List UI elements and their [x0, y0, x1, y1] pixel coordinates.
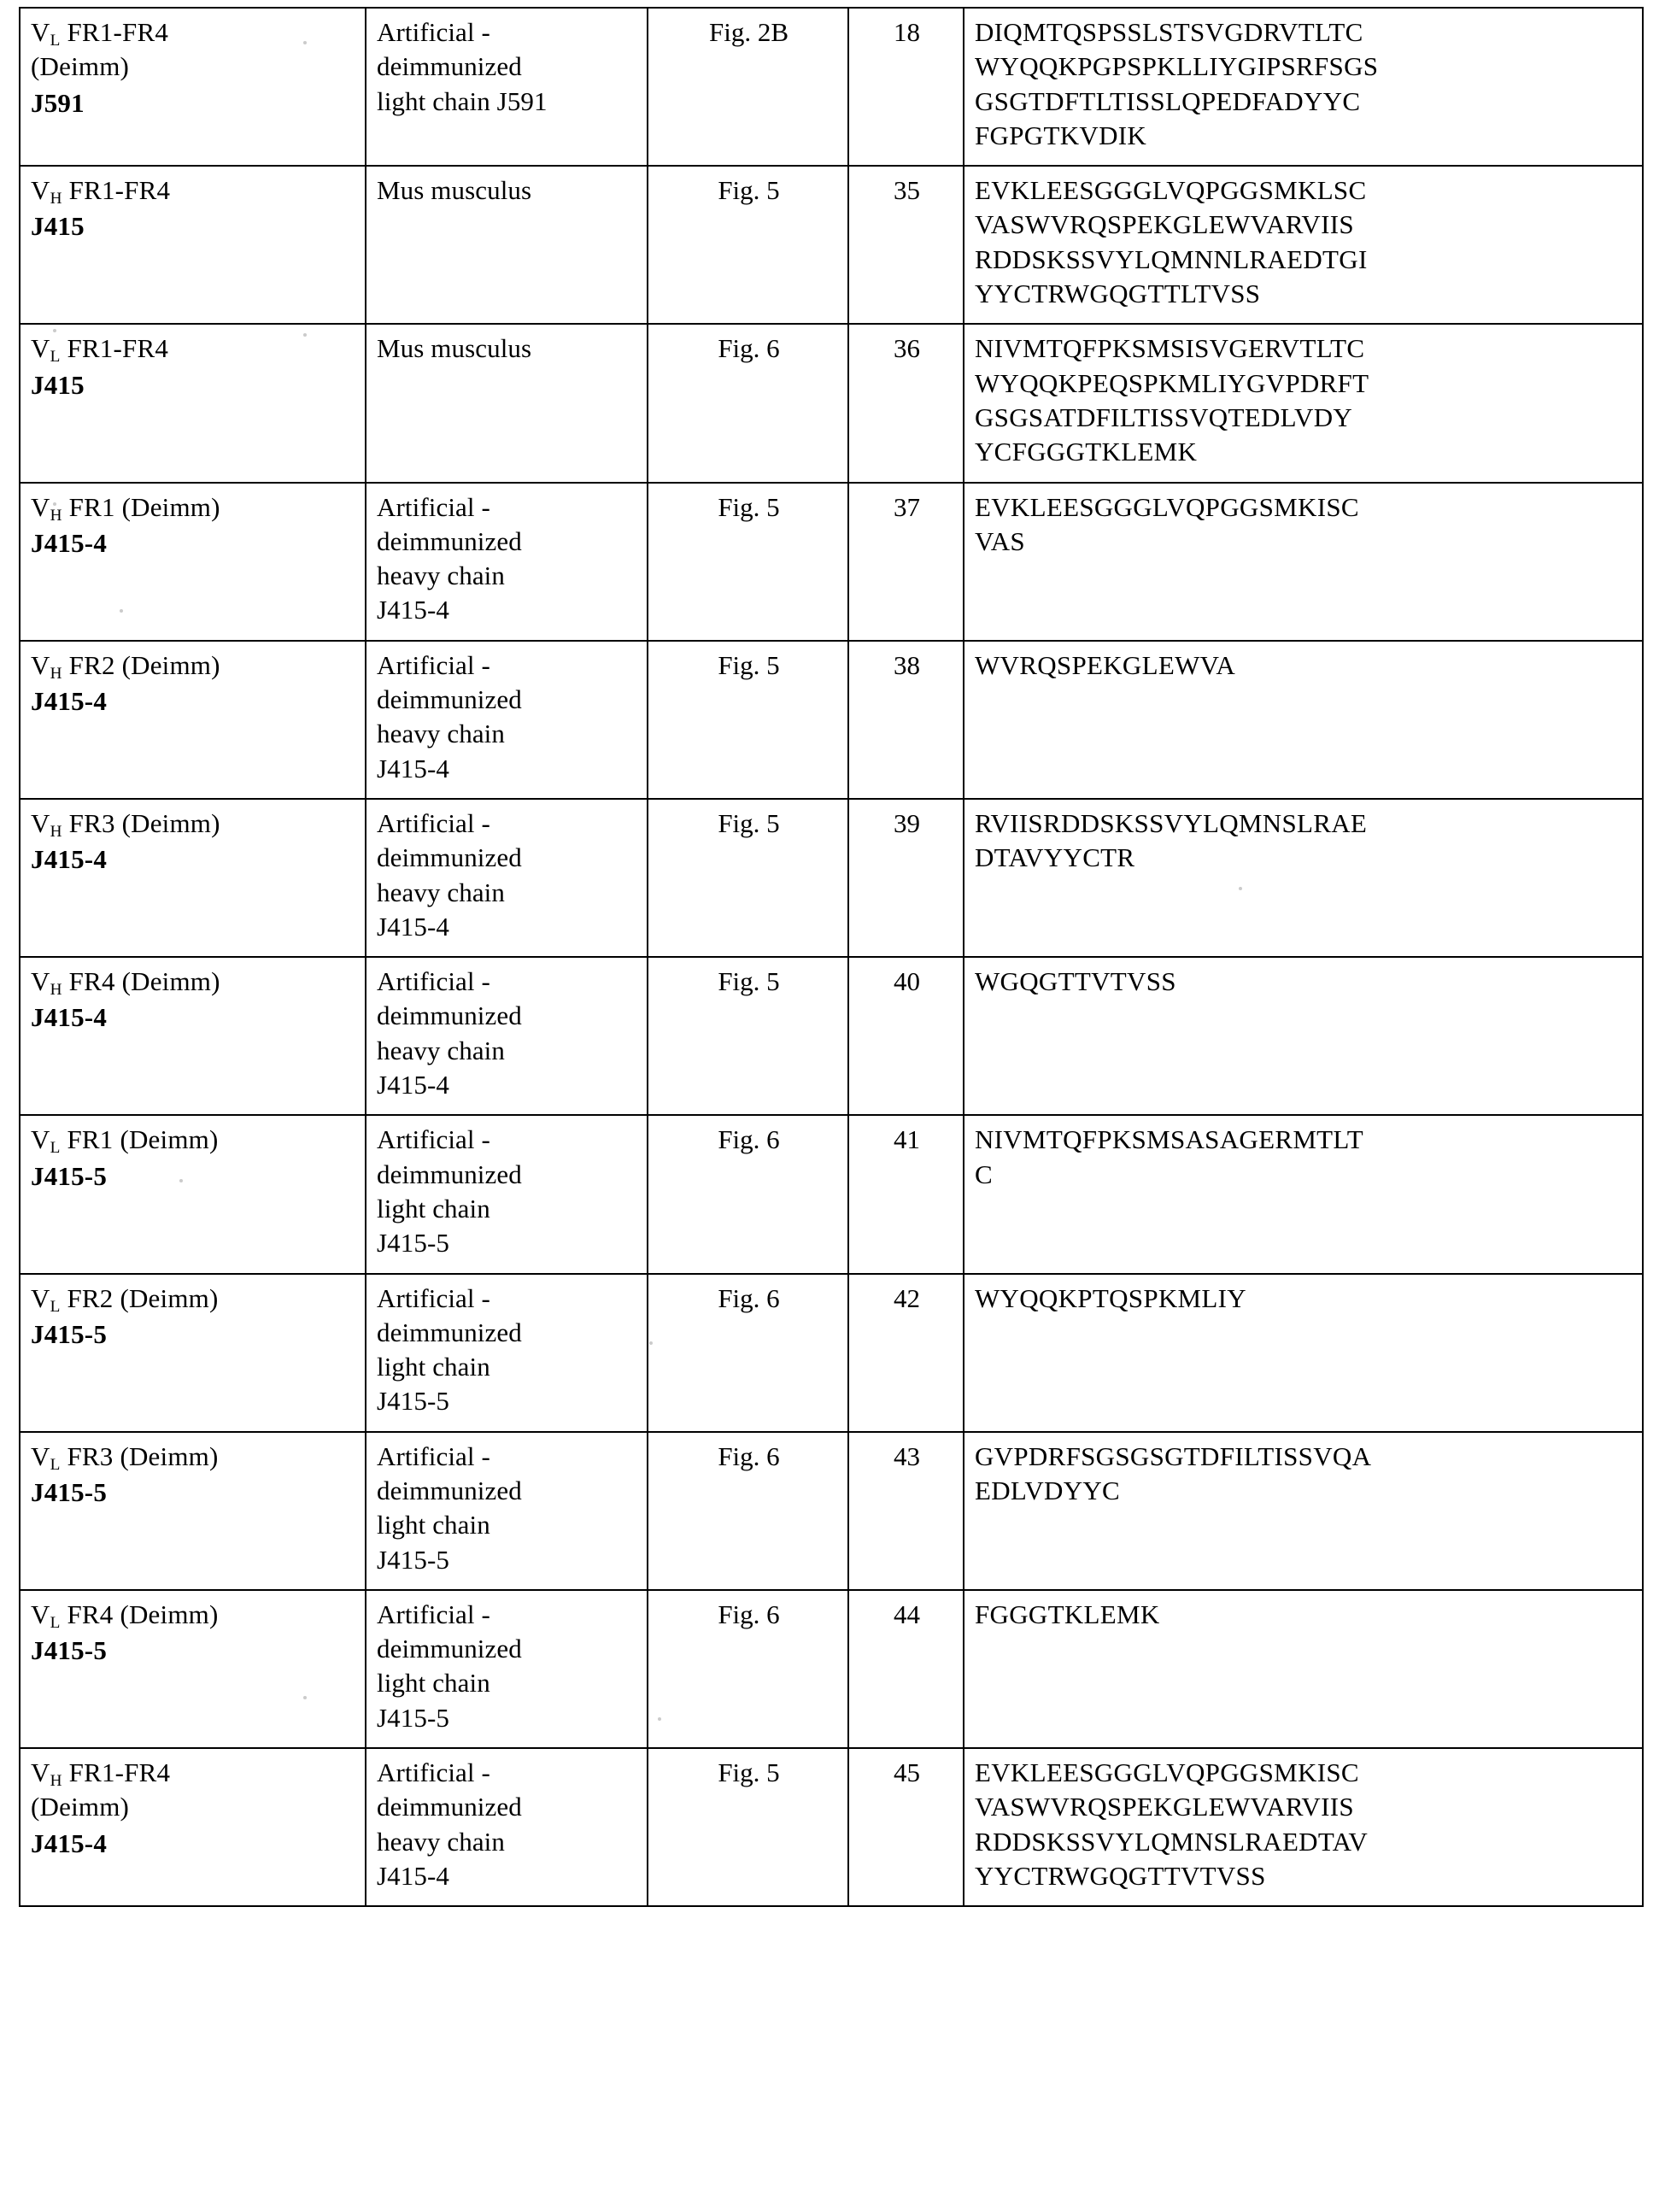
cell-sequence: [964, 483, 1643, 641]
organism-line: deimmunized: [377, 1317, 522, 1347]
cell-figure: Fig. 5: [648, 166, 848, 324]
description-clone: J415-5: [31, 1476, 108, 1507]
organism-line: J415-4: [377, 1860, 449, 1891]
organism-line: deimmunized: [377, 1000, 522, 1031]
cell-organism: [366, 1115, 648, 1273]
sequence-line: NIVMTQFPKSMSISVGERVTLTC: [975, 333, 1365, 364]
sequence-line: EVKLEESGGGLVQPGGSMKLSC: [975, 175, 1367, 206]
sequence-line: VASWVRQSPEKGLEWVARVIIS: [975, 209, 1354, 240]
organism-line: J415-5: [377, 1544, 449, 1575]
organism-line: Artificial -: [377, 1124, 490, 1155]
cell-description: [20, 483, 366, 641]
cell-figure: Fig. 5: [648, 1748, 848, 1906]
organism-line: deimmunized: [377, 842, 522, 873]
cell-description: [20, 1432, 366, 1590]
cell-organism: [366, 324, 648, 482]
organism-line: J415-4: [377, 1070, 449, 1100]
organism-line: deimmunized: [377, 525, 522, 556]
cell-organism: [366, 1748, 648, 1906]
sequence-line: YYCTRWGQGTTVTVSS: [975, 1860, 1266, 1891]
cell-organism: [366, 799, 648, 957]
cell-figure: Fig. 5: [648, 483, 848, 641]
cell-sequence: [964, 8, 1643, 166]
description-clone: J415-4: [31, 1828, 108, 1858]
sequence-line: WVRQSPEKGLEWVA: [975, 649, 1236, 680]
table-row: [20, 957, 1643, 1115]
organism-line: light chain: [377, 1668, 490, 1699]
organism-line: deimmunized: [377, 1634, 522, 1664]
cell-sequence: [964, 1274, 1643, 1432]
cell-description: [20, 799, 366, 957]
cell-seq-id: 35: [848, 166, 964, 324]
cell-seq-id: 44: [848, 1590, 964, 1748]
description-clone: J415-4: [31, 527, 108, 558]
cell-seq-id: 38: [848, 641, 964, 799]
description-line2: (Deimm): [31, 51, 130, 82]
table-row: [20, 166, 1643, 324]
sequence-line: WYQQKPGPSPKLLIYGIPSRFSGS: [975, 51, 1379, 82]
sequence-line: RVIISRDDSKSSVYLQMNSLRAE: [975, 807, 1368, 838]
description-clone: J415: [31, 369, 85, 400]
cell-figure: Fig. 6: [648, 324, 848, 482]
cell-figure: Fig. 6: [648, 1274, 848, 1432]
description-main: $V_H$ FR1-FR4: [31, 1757, 171, 1790]
cell-organism: [366, 483, 648, 641]
organism-line: Mus musculus: [377, 175, 532, 206]
sequence-line: GSGTDFTLTISSLQPEDFADYYC: [975, 85, 1361, 116]
sequence-line: VAS: [975, 525, 1025, 556]
cell-sequence: [964, 324, 1643, 482]
organism-line: J415-5: [377, 1228, 449, 1259]
organism-line: deimmunized: [377, 1475, 522, 1505]
cell-figure: Fig. 6: [648, 1115, 848, 1273]
sequence-line: RDDSKSSVYLQMNNLRAEDTGI: [975, 243, 1368, 274]
cell-sequence: [964, 799, 1643, 957]
description-main: $V_H$ FR2 (Deimm): [31, 649, 220, 683]
table-row: [20, 1115, 1643, 1273]
cell-figure: Fig. 6: [648, 1590, 848, 1748]
cell-seq-id: 45: [848, 1748, 964, 1906]
organism-line: J415-4: [377, 753, 449, 783]
description-clone: J415: [31, 211, 85, 242]
description-main: $V_H$ FR4 (Deimm): [31, 966, 220, 999]
sequence-line: DIQMTQSPSSLSTSVGDRVTLTC: [975, 17, 1363, 47]
cell-description: [20, 324, 366, 482]
organism-line: light chain: [377, 1352, 490, 1382]
organism-line: Artificial -: [377, 17, 490, 47]
cell-figure: Fig. 6: [648, 1432, 848, 1590]
cell-description: [20, 1115, 366, 1273]
cell-seq-id: 42: [848, 1274, 964, 1432]
organism-line: heavy chain: [377, 1826, 505, 1857]
sequence-line: DTAVYYCTR: [975, 842, 1135, 873]
description-main: $V_L$ FR1 (Deimm): [31, 1124, 219, 1158]
description-main: $V_H$ FR1 (Deimm): [31, 491, 220, 525]
organism-line: light chain: [377, 1510, 490, 1540]
table-row: [20, 1748, 1643, 1906]
sequence-line: VASWVRQSPEKGLEWVARVIIS: [975, 1792, 1354, 1822]
cell-sequence: [964, 1748, 1643, 1906]
sequence-table: [19, 7, 1644, 1907]
description-main: $V_L$ FR1-FR4: [31, 333, 169, 367]
sequence-line: GSGSATDFILTISSVQTEDLVDY: [975, 402, 1353, 432]
organism-line: J415-5: [377, 1386, 449, 1417]
cell-organism: [366, 957, 648, 1115]
organism-line: Artificial -: [377, 1757, 490, 1788]
sequence-line: EDLVDYYC: [975, 1475, 1121, 1505]
cell-seq-id: 37: [848, 483, 964, 641]
table-row: [20, 1274, 1643, 1432]
sequence-line: EVKLEESGGGLVQPGGSMKISC: [975, 1757, 1359, 1788]
description-clone: J415-4: [31, 1002, 108, 1033]
cell-seq-id: 43: [848, 1432, 964, 1590]
organism-line: deimmunized: [377, 684, 522, 715]
organism-line: J415-5: [377, 1702, 449, 1733]
sequence-line: FGGGTKLEMK: [975, 1599, 1160, 1629]
cell-organism: [366, 1590, 648, 1748]
organism-line: Artificial -: [377, 1599, 490, 1629]
organism-line: J415-4: [377, 911, 449, 942]
cell-seq-id: 39: [848, 799, 964, 957]
organism-line: deimmunized: [377, 51, 522, 82]
organism-line: J415-4: [377, 595, 449, 625]
cell-organism: [366, 166, 648, 324]
table-row: [20, 1590, 1643, 1748]
table-row: [20, 1432, 1643, 1590]
organism-line: heavy chain: [377, 560, 505, 591]
cell-description: [20, 641, 366, 799]
organism-line: light chain J591: [377, 85, 548, 116]
cell-organism: [366, 1274, 648, 1432]
organism-line: heavy chain: [377, 719, 505, 749]
sequence-line: WYQQKPTQSPKMLIY: [975, 1282, 1246, 1313]
sequence-line: GVPDRFSGSGSGTDFILTISSVQA: [975, 1440, 1372, 1471]
organism-line: Artificial -: [377, 807, 490, 838]
cell-description: [20, 8, 366, 166]
table-row: [20, 483, 1643, 641]
cell-seq-id: 40: [848, 957, 964, 1115]
organism-line: Artificial -: [377, 491, 490, 522]
table-row: [20, 799, 1643, 957]
organism-line: Artificial -: [377, 1282, 490, 1313]
table-row: [20, 8, 1643, 166]
cell-sequence: [964, 166, 1643, 324]
description-main: $V_H$ FR1-FR4: [31, 175, 171, 208]
description-main: $V_L$ FR3 (Deimm): [31, 1440, 219, 1474]
cell-figure: Fig. 2B: [648, 8, 848, 166]
sequence-line: WGQGTTVTVSS: [975, 966, 1176, 997]
organism-line: light chain: [377, 1193, 490, 1223]
cell-description: [20, 1748, 366, 1906]
description-clone: J415-5: [31, 1318, 108, 1349]
description-clone: J415-4: [31, 686, 108, 717]
cell-figure: Fig. 5: [648, 799, 848, 957]
organism-line: heavy chain: [377, 1035, 505, 1065]
sequence-line: WYQQKPEQSPKMLIYGVPDRFT: [975, 367, 1369, 398]
description-clone: J415-5: [31, 1160, 108, 1191]
cell-sequence: [964, 1432, 1643, 1590]
description-main: $V_L$ FR2 (Deimm): [31, 1282, 219, 1316]
organism-line: Mus musculus: [377, 333, 532, 364]
cell-sequence: [964, 1590, 1643, 1748]
cell-sequence: [964, 957, 1643, 1115]
description-clone: J415-5: [31, 1635, 108, 1666]
cell-seq-id: 18: [848, 8, 964, 166]
sequence-line: RDDSKSSVYLQMNSLRAEDTAV: [975, 1826, 1369, 1857]
sequence-line: YYCTRWGQGTTLTVSS: [975, 279, 1261, 309]
cell-seq-id: 41: [848, 1115, 964, 1273]
description-clone: J415-4: [31, 844, 108, 875]
sequence-line: NIVMTQFPKSMSASAGERMTLT: [975, 1124, 1364, 1155]
sequence-line: EVKLEESGGGLVQPGGSMKISC: [975, 491, 1359, 522]
cell-organism: [366, 1432, 648, 1590]
table-body: [20, 8, 1643, 1906]
cell-figure: Fig. 5: [648, 641, 848, 799]
cell-description: [20, 1590, 366, 1748]
cell-organism: [366, 8, 648, 166]
cell-sequence: [964, 641, 1643, 799]
sequence-line: C: [975, 1159, 993, 1189]
description-line2: (Deimm): [31, 1792, 130, 1822]
cell-seq-id: 36: [848, 324, 964, 482]
cell-description: [20, 166, 366, 324]
cell-sequence: [964, 1115, 1643, 1273]
description-main: $V_L$ FR4 (Deimm): [31, 1599, 219, 1632]
sequence-line: FGPGTKVDIK: [975, 120, 1147, 150]
sequence-line: YCFGGGTKLEMK: [975, 437, 1198, 467]
organism-line: Artificial -: [377, 649, 490, 680]
description-main: $V_H$ FR3 (Deimm): [31, 807, 220, 841]
table-row: [20, 641, 1643, 799]
organism-line: Artificial -: [377, 966, 490, 997]
cell-description: [20, 1274, 366, 1432]
description-clone: J591: [31, 87, 85, 118]
cell-description: [20, 957, 366, 1115]
description-main: $V_L$ FR1-FR4: [31, 17, 169, 50]
organism-line: Artificial -: [377, 1440, 490, 1471]
table-row: [20, 324, 1643, 482]
organism-line: deimmunized: [377, 1159, 522, 1189]
organism-line: heavy chain: [377, 877, 505, 907]
cell-organism: [366, 641, 648, 799]
cell-figure: Fig. 5: [648, 957, 848, 1115]
organism-line: deimmunized: [377, 1792, 522, 1822]
